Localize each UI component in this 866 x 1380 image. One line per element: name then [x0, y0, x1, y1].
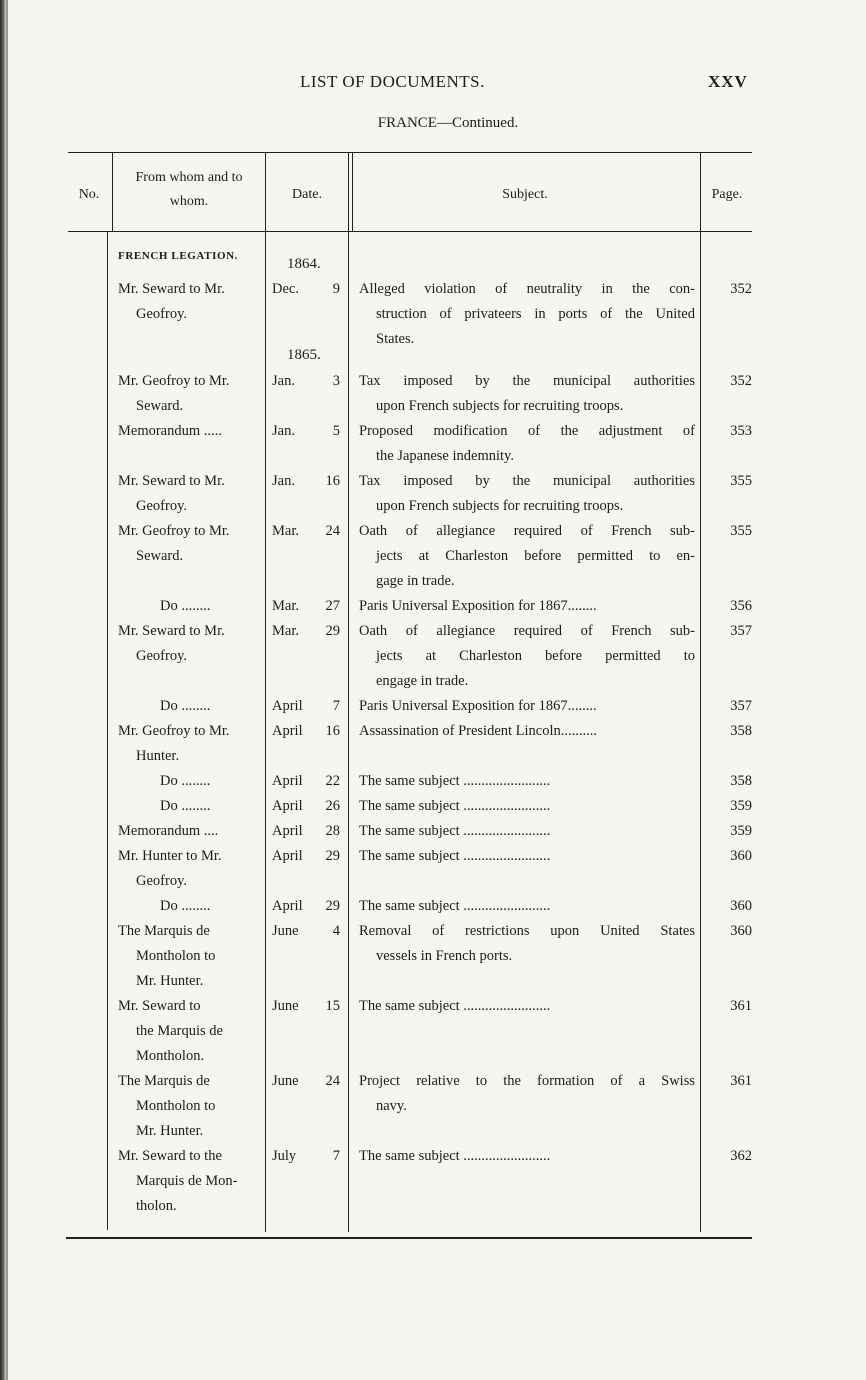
date-month: Mar. [272, 623, 299, 639]
col-divider-1-head [112, 152, 113, 232]
date-month: Jan. [272, 423, 295, 439]
subject-cell [359, 994, 695, 1019]
from-to-cell [118, 277, 258, 327]
from-to-line: The Marquis de [118, 1073, 210, 1089]
subject-cell [359, 919, 695, 969]
date-day: 26 [325, 798, 340, 814]
date-month: April [272, 723, 303, 739]
date-month: July [272, 1148, 297, 1164]
from-to-cell [118, 694, 258, 719]
subject-line: Oath of allegiance required of French sub- [359, 623, 695, 639]
date-day: 24 [325, 523, 340, 539]
page-binding-shadow [6, 0, 8, 1380]
subject-cell [359, 1069, 695, 1119]
subject-line: vessels in French ports. [376, 948, 513, 964]
subject-cell [359, 769, 695, 794]
col-head-from: From whom and to whom. [135, 170, 243, 209]
from-to-line: Geofroy. [136, 648, 187, 664]
subject-line: The same subject ........................ [359, 848, 551, 864]
from-to-line: Geofroy. [136, 498, 187, 514]
page-number: 352 [730, 281, 752, 297]
table-bottom-rule [66, 1237, 752, 1239]
subject-line: engage in trade. [376, 673, 469, 689]
from-to-cell [118, 1144, 258, 1219]
subject-line: Tax imposed by the municipal authorities [359, 473, 695, 489]
date-month: Mar. [272, 523, 299, 539]
date-month: April [272, 898, 303, 914]
col-divider-3 [348, 152, 349, 1232]
date-month: Dec. [272, 281, 299, 297]
section-subtitle: FRANCE—Continued. [377, 115, 519, 131]
subject-cell [359, 369, 695, 419]
col-head-no: No. [78, 187, 100, 202]
page-number: 356 [730, 598, 752, 614]
date-day: 28 [325, 823, 340, 839]
subject-line: jects at Charleston before permitted to [376, 648, 695, 664]
from-to-line: Mr. Seward to Mr. [118, 623, 225, 639]
from-to-line: The Marquis de [118, 923, 210, 939]
subject-line: Removal of restrictions upon United States [359, 923, 695, 939]
from-to-cell [118, 1069, 258, 1144]
page-number: 361 [730, 1073, 752, 1089]
date-month: June [272, 1073, 299, 1089]
page-number: 362 [730, 1148, 752, 1164]
date-day: 4 [332, 923, 340, 939]
page-number: 360 [730, 898, 752, 914]
from-to-line: Montholon to [136, 1098, 216, 1114]
subject-cell [359, 819, 695, 844]
subject-line: Assassination of President Lincoln.......... [359, 723, 598, 739]
page-number: 357 [730, 623, 752, 639]
date-day: 16 [325, 723, 340, 739]
from-to-cell [118, 819, 258, 844]
col-divider-4 [700, 152, 701, 1232]
date-month: Jan. [272, 473, 295, 489]
date-month: April [272, 848, 303, 864]
subject-line: Tax imposed by the municipal authorities [359, 373, 695, 389]
subject-line: The same subject ........................ [359, 1148, 551, 1164]
subject-line: The same subject ........................ [359, 798, 551, 814]
date-day: 5 [332, 423, 340, 439]
page-number: 352 [730, 373, 752, 389]
date-month: Mar. [272, 598, 299, 614]
date-day: 22 [325, 773, 340, 789]
col-head-page: Page. [711, 187, 743, 202]
date-day: 29 [325, 898, 340, 914]
from-to-cell [118, 844, 258, 894]
from-to-line: Do ........ [160, 798, 211, 814]
subject-line: The same subject ........................ [359, 823, 551, 839]
subject-line: gage in trade. [376, 573, 455, 589]
subject-line: States. [376, 331, 415, 347]
subject-cell [359, 277, 695, 352]
year-label: 1865. [287, 347, 321, 363]
subject-cell [359, 619, 695, 694]
date-day: 29 [325, 848, 340, 864]
from-to-line: Hunter. [136, 748, 180, 764]
from-to-line: Montholon. [136, 1048, 205, 1064]
date-month: April [272, 798, 303, 814]
from-to-line: Memorandum ..... [118, 423, 222, 439]
date-day: 29 [325, 623, 340, 639]
from-to-line: tholon. [136, 1198, 177, 1214]
date-month: Jan. [272, 373, 295, 389]
date-month: June [272, 998, 299, 1014]
subject-cell [359, 894, 695, 919]
date-month: June [272, 923, 299, 939]
from-to-cell [118, 894, 258, 919]
subject-line: navy. [376, 1098, 407, 1114]
from-to-line: Mr. Geofroy to Mr. [118, 723, 230, 739]
subject-cell [359, 694, 695, 719]
from-to-line: Mr. Hunter. [136, 1123, 204, 1139]
subject-line: Proposed modification of the adjustment of [359, 423, 695, 439]
header-bottom-rule [68, 231, 752, 232]
date-month: April [272, 823, 303, 839]
page-number: 360 [730, 923, 752, 939]
page-number: 355 [730, 473, 752, 489]
date-day: 15 [325, 998, 340, 1014]
from-to-line: Marquis de Mon- [136, 1173, 238, 1189]
from-to-line: Mr. Seward to Mr. [118, 473, 225, 489]
subject-line: jects at Charleston before permitted to en- [376, 548, 695, 564]
subject-cell [359, 844, 695, 869]
subject-line: Oath of allegiance required of French sub- [359, 523, 695, 539]
from-to-cell [118, 919, 258, 994]
subject-line: Paris Universal Exposition for 1867........ [359, 698, 597, 714]
from-to-cell [118, 719, 258, 769]
page-number: 358 [730, 723, 752, 739]
date-day: 16 [325, 473, 340, 489]
subject-cell [359, 794, 695, 819]
from-to-cell [118, 994, 258, 1069]
from-to-line: Mr. Geofroy to Mr. [118, 523, 230, 539]
date-day: 7 [332, 698, 340, 714]
subject-cell [359, 719, 695, 744]
from-to-line: Do ........ [160, 698, 211, 714]
date-day: 24 [325, 1073, 340, 1089]
from-to-line: Mr. Seward to Mr. [118, 281, 225, 297]
date-day: 9 [332, 281, 340, 297]
from-to-line: Mr. Seward to [118, 998, 201, 1014]
from-to-line: the Marquis de [136, 1023, 223, 1039]
subject-cell [359, 419, 695, 469]
year-label: 1864. [287, 256, 321, 272]
col-head-date: Date. [292, 187, 322, 202]
subject-line: the Japanese indemnity. [376, 448, 514, 464]
subject-line: upon French subjects for recruiting troops. [376, 398, 624, 414]
page-number: 355 [730, 523, 752, 539]
from-to-line: Do ........ [160, 773, 211, 789]
page-number: 359 [730, 823, 752, 839]
subject-line: upon French subjects for recruiting troops. [376, 498, 624, 514]
from-to-line: Seward. [136, 548, 184, 564]
page-number-roman: XXV [708, 72, 748, 91]
subject-line: Project relative to the formation of a Swiss [359, 1073, 695, 1089]
date-day: 27 [325, 598, 340, 614]
subject-cell [359, 1144, 695, 1169]
subject-cell [359, 469, 695, 519]
col-head-subject: Subject. [502, 187, 548, 202]
from-to-cell [118, 369, 258, 419]
page-number: 361 [730, 998, 752, 1014]
subject-line: The same subject ........................ [359, 898, 551, 914]
page-number: 353 [730, 423, 752, 439]
from-to-cell [118, 419, 258, 444]
col-divider-2 [265, 152, 266, 1232]
from-to-cell [118, 619, 258, 669]
from-to-line: Do ........ [160, 598, 211, 614]
from-to-cell [118, 519, 258, 569]
running-title: LIST OF DOCUMENTS. [300, 72, 485, 91]
from-to-line: Mr. Seward to the [118, 1148, 222, 1164]
col-divider-3b [352, 152, 353, 232]
table-top-rule [68, 152, 752, 153]
subject-cell [359, 594, 695, 619]
page-number: 357 [730, 698, 752, 714]
subject-line: The same subject ........................ [359, 773, 551, 789]
date-day: 7 [332, 1148, 340, 1164]
subject-line: Paris Universal Exposition for 1867........ [359, 598, 597, 614]
section-label: FRENCH LEGATION. [118, 250, 239, 262]
subject-line: The same subject ........................ [359, 998, 551, 1014]
page-number: 359 [730, 798, 752, 814]
date-day: 3 [332, 373, 340, 389]
from-to-cell [118, 469, 258, 519]
date-month: April [272, 773, 303, 789]
from-to-cell [118, 794, 258, 819]
page-number: 358 [730, 773, 752, 789]
page-number: 360 [730, 848, 752, 864]
subject-line: Alleged violation of neutrality in the con- [359, 281, 695, 297]
subject-line: struction of privateers in ports of the United [376, 306, 695, 322]
from-to-line: Memorandum .... [118, 823, 219, 839]
col-divider-1 [107, 232, 108, 1230]
from-to-line: Mr. Hunter. [136, 973, 204, 989]
date-month: April [272, 698, 303, 714]
from-to-cell [118, 769, 258, 794]
from-to-line: Mr. Hunter to Mr. [118, 848, 222, 864]
from-to-line: Seward. [136, 398, 184, 414]
from-to-line: Do ........ [160, 898, 211, 914]
from-to-cell [118, 594, 258, 619]
from-to-line: Montholon to [136, 948, 216, 964]
from-to-line: Geofroy. [136, 306, 187, 322]
subject-cell [359, 519, 695, 594]
from-to-line: Mr. Geofroy to Mr. [118, 373, 230, 389]
from-to-line: Geofroy. [136, 873, 187, 889]
